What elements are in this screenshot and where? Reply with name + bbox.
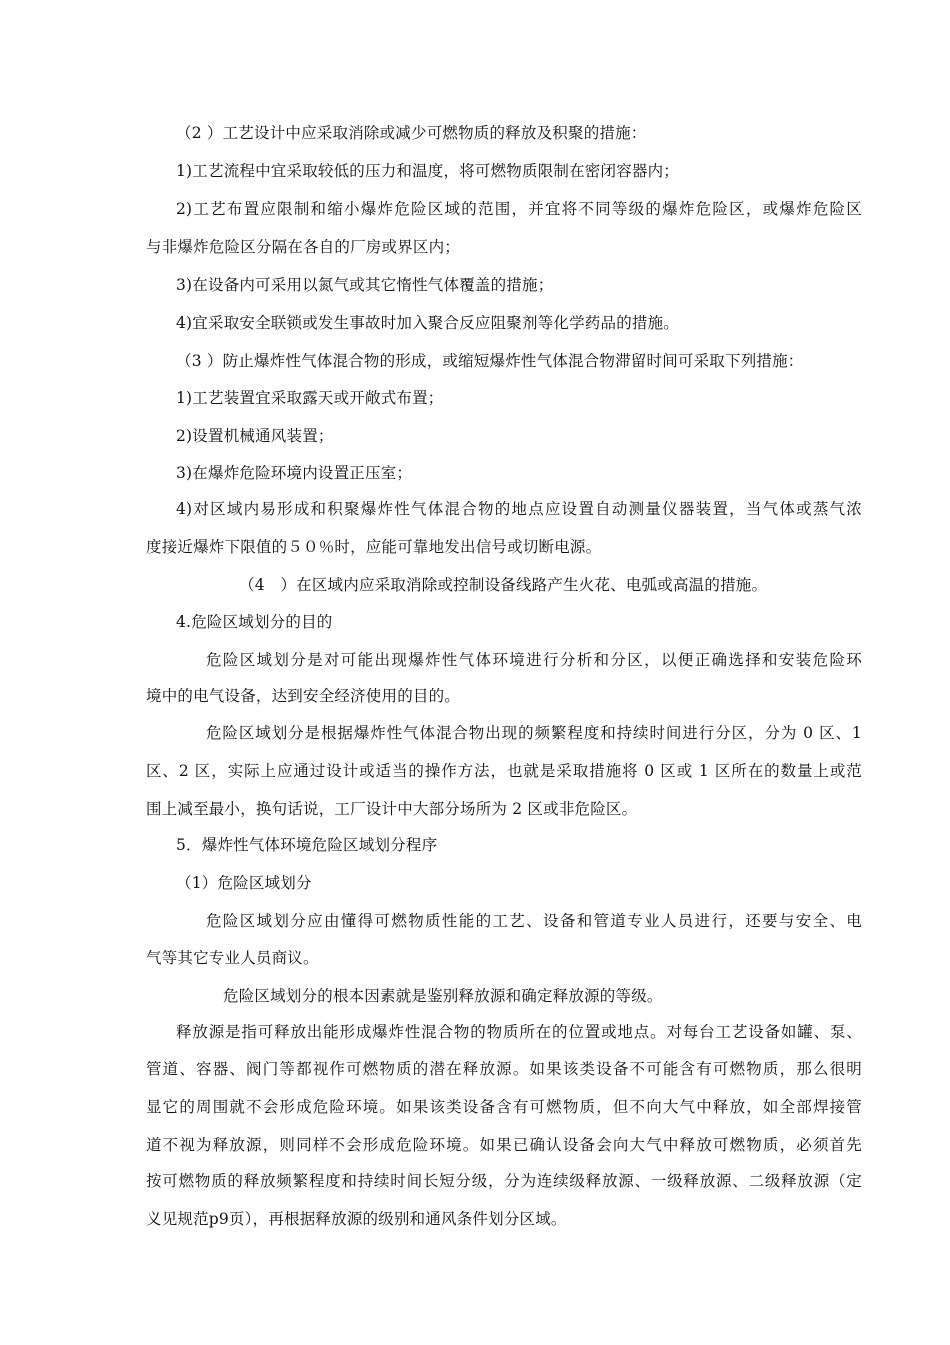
paragraph-line: （2 ）工艺设计中应采取消除或减少可燃物质的释放及积聚的措施： <box>176 124 647 142</box>
paragraph-line: 1)工艺装置宜采取露天或开敞式布置； <box>176 389 444 407</box>
paragraph-line: 显它的周围就不会形成危险环境。如果该类设备含有可燃物质，但不向大气中释放，如全部焊接管 <box>146 1098 862 1116</box>
paragraph-line: 按可燃物质的释放频繁程度和持续时间长短分级，分为连续级释放源、一级释放源、二级释放源（定 <box>146 1172 862 1190</box>
paragraph-line: （3 ）防止爆炸性气体混合物的形成，或缩短爆炸性气体混合物滞留时间可采取下列措施： <box>176 352 804 370</box>
paragraph-line: 管道、容器、阀门等都视作可燃物质的潜在释放源。如果该类设备不可能含有可燃物质，那么很明 <box>146 1060 862 1078</box>
paragraph-line: 4)宜采取安全联锁或发生事故时加入聚合反应阻聚剂等化学药品的措施。 <box>176 314 680 332</box>
paragraph-line: 气等其它专业人员商议。 <box>146 949 319 967</box>
paragraph-line: 危险区域划分是对可能出现爆炸性气体环境进行分析和分区，以便正确选择和安装危险环 <box>206 651 862 669</box>
section-heading: 5．爆炸性气体环境危险区域划分程序 <box>176 836 438 854</box>
paragraph-line: 危险区域划分的根本因素就是鉴别释放源和确定释放源的等级。 <box>223 987 663 1005</box>
paragraph-line: 境中的电气设备，达到安全经济使用的目的。 <box>146 687 461 705</box>
paragraph-line: 2)设置机械通风装置； <box>176 427 334 445</box>
paragraph-line: 度接近爆炸下限值的５０％时，应能可靠地发出信号或切断电源。 <box>146 538 602 556</box>
paragraph-line: 与非爆炸危险区分隔在各自的厂房或界区内； <box>146 238 461 256</box>
paragraph-line: 释放源是指可释放出能形成爆炸性混合物的物质所在的位置或地点。对每台工艺设备如罐、泵、 <box>176 1023 862 1041</box>
paragraph-line: 危险区域划分是根据爆炸性气体混合物出现的频繁程度和持续时间进行分区，分为 0 区、1 <box>206 724 862 742</box>
paragraph-line: 道不视为释放源，则同样不会形成危险环境。如果已确认设备会向大气中释放可燃物质，必须首先 <box>146 1136 862 1154</box>
paragraph-line: 区、2 区，实际上应通过设计或适当的操作方法，也就是采取措施将 0 区或 1 区所在的数量上或范 <box>146 762 862 780</box>
paragraph-line: 3)在设备内可采用以氮气或其它惰性气体覆盖的措施； <box>176 276 554 294</box>
paragraph-line: 义见规范p9页），再根据释放源的级别和通风条件划分区域。 <box>146 1210 567 1228</box>
paragraph-line: 4)对区域内易形成和积聚爆炸性气体混合物的地点应设置自动测量仪器装置，当气体或蒸气浓 <box>176 500 862 518</box>
paragraph-line: 2)工艺布置应限制和缩小爆炸危险区域的范围，并宜将不同等级的爆炸危险区，或爆炸危险区 <box>176 200 862 218</box>
subsection-heading: （1）危险区域划分 <box>176 874 312 892</box>
paragraph-line: （4 ）在区域内应采取消除或控制设备线路产生火花、电弧或高温的措施。 <box>239 576 768 594</box>
section-heading: 4.危险区域划分的目的 <box>176 613 333 631</box>
paragraph-line: 围上减至最小，换句话说，工厂设计中大部分场所为 2 区或非危险区。 <box>146 800 638 818</box>
paragraph-line: 3)在爆炸危险环境内设置正压室； <box>176 464 413 482</box>
paragraph-line: 1)工艺流程中宜采取较低的压力和温度，将可燃物质限制在密闭容器内； <box>176 162 680 180</box>
paragraph-line: 危险区域划分应由懂得可燃物质性能的工艺、设备和管道专业人员进行，还要与安全、电 <box>206 912 862 930</box>
